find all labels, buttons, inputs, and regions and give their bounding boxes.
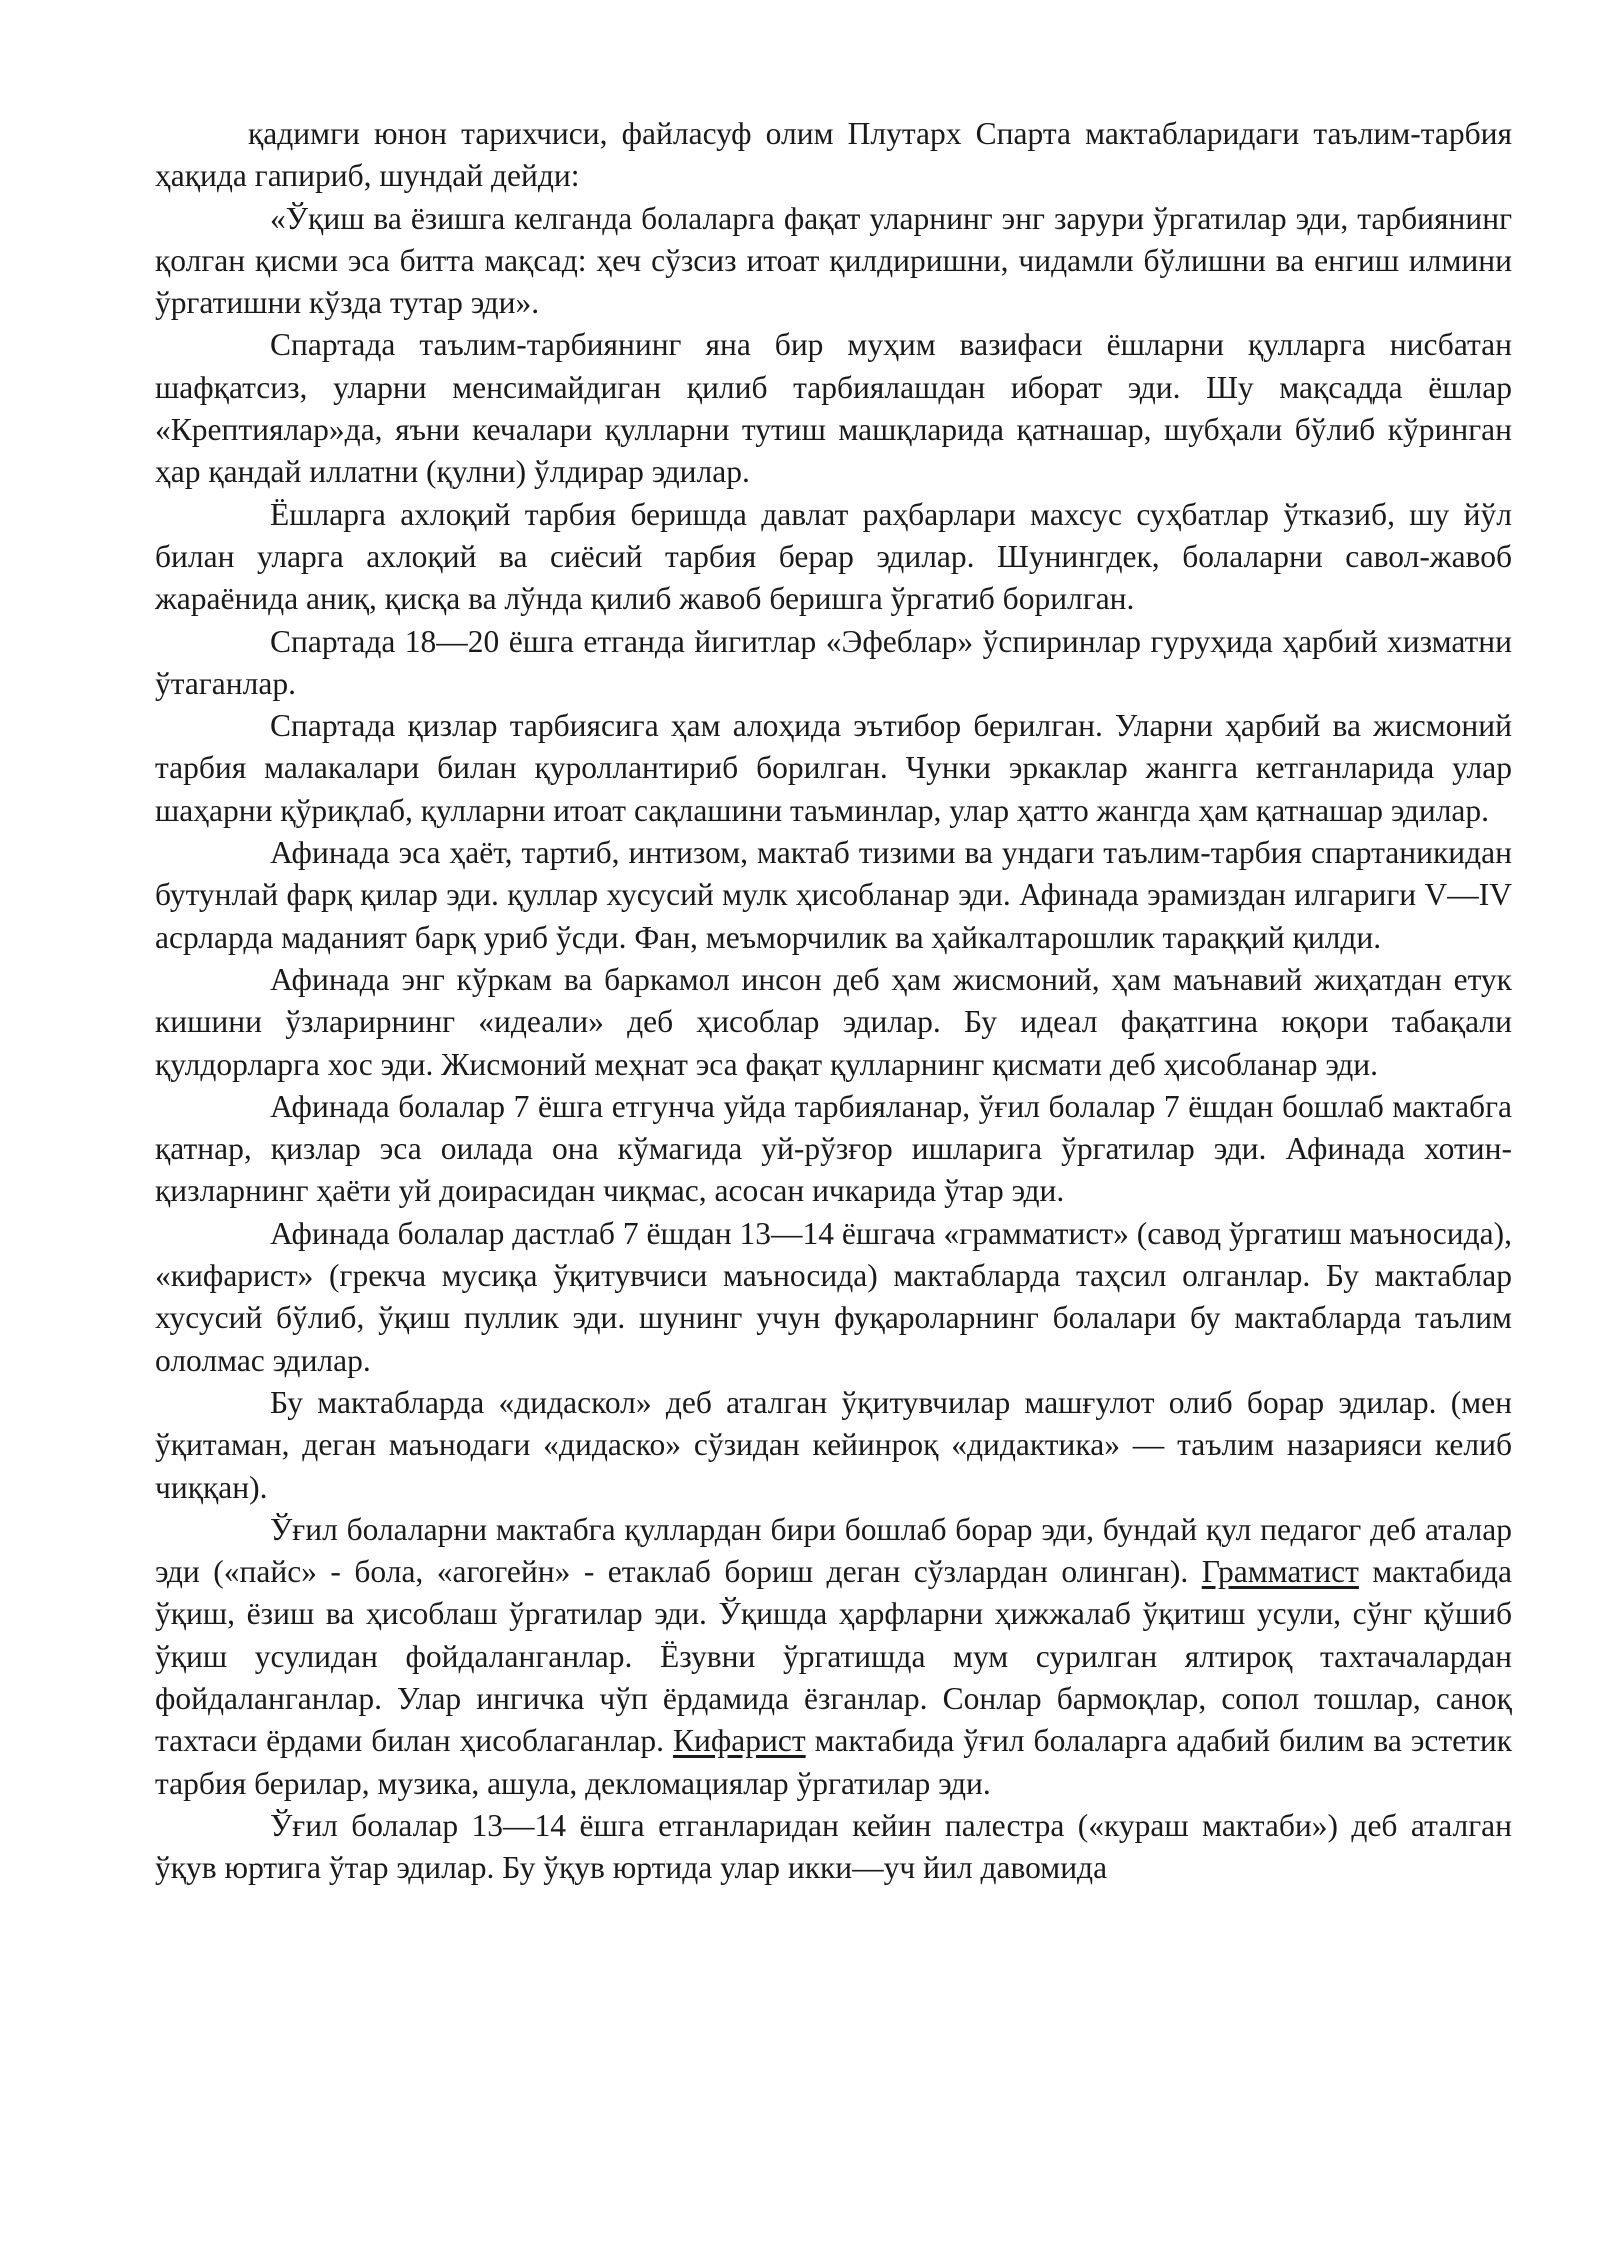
paragraph-ephebes: Спартада 18—20 ёшга етганда йигитлар «Эфеблар» ўспиринлар гуруҳида ҳарбий хизматни ўтаганлар.: [155, 623, 1512, 701]
term-grammatist: Грамматист: [1201, 1554, 1359, 1590]
document-page: [155, 113, 1512, 1889]
paragraph-athens-ideal: Афинада энг кўркам ва баркамол инсон деб ҳам жисмоний, ҳам маънавий жиҳатдан етук кишини ўзларирнинг «идеали» деб ҳисоблар эдилар. Бу идеал фақатгина юқори табақали қулдорларга хос эди. Жисмоний меҳнат эса фақат қулларнинг қисмати деб ҳисобланар эди.: [155, 961, 1512, 1082]
paragraph-didaskol: Бу мактабларда «дидаскол» деб аталган ўқитувчилар машғулот олиб борар эдилар. (мен ўқитаман, деган маънодаги «дидаско» сўзидан кейинроқ «дидактика» — таълим назарияси келиб чиққан).: [155, 1384, 1512, 1505]
paragraph-sparta-girls: Спартада қизлар тарбиясига ҳам алоҳида эътибор берилган. Уларни ҳарбий ва жисмоний тарбия малакалари билан қуроллантириб борилган. Чунки эркаклар жангга кетганларида улар шаҳарни қўриқлаб, қулларни итоат сақлашини таъминлар, улар ҳатто жангда ҳам қатнашар эдилар.: [155, 708, 1512, 828]
paragraph-pedagogue: [155, 1509, 1512, 1805]
paragraph-plutarch-quote: «Ўқиш ва ёзишга келганда болаларга фақат уларнинг энг зарури ўргатилар эди, тарбиянинг қолган қисми эса битта мақсад: ҳеч сўзсиз итоат қилдиришни, чидамли бўлишни ва енгиш илмини ўргатишни кўзда тутар эди».: [155, 200, 1512, 321]
paragraph-athens-life: Афинада эса ҳаёт, тартиб, интизом, мактаб тизими ва ундаги таълим-тарбия спартаникидан бутунлай фарқ қилар эди. қуллар хусусий мулк ҳисобланар эди. Афинада эрамиздан илгариги V—IV асрларда маданият барқ уриб ўсди. Фан, меъморчилик ва ҳайкалтарошлик тараққий қилди.: [155, 835, 1512, 955]
pedagogue-text-part-2: мактабида ўқиш, ёзиш ва ҳисоблаш ўргатилар эди. Ўқишда ҳарфларни ҳижжалаб ўқитиш усули, сўнг қўшиб ўқиш усулидан фойдаланганлар. Ёзувни ўргатишда мум сурилган ялтироқ тахтачалардан фойдаланганлар. Улар ингичка чўп ёрдамида ёзганлар. Сонлар бармоқлар, сопол тошлар, саноқ тахтаси ёрдами билан ҳисоблаганлар.: [155, 1554, 1512, 1759]
pedagogue-text-part-3: мактабида ўғил болаларга адабий билим ва эстетик тарбия берилар, музика, ашула, декломациялар ўргатилар эди.: [155, 1723, 1512, 1801]
paragraph-sparta-slaves: Спартада таълим-тарбиянинг яна бир муҳим вазифаси ёшларни қулларга нисбатан шафқатсиз, уларни менсимайдиган қилиб тарбиялашдан иборат эди. Шу мақсадда ёшлар «Крептиялар»да, яъни кечалари қулларни тутиш машқларида қатнашар, шубҳали бўлиб кўринган ҳар қандай иллатни (қулни) ўлдирар эдилар.: [155, 327, 1512, 490]
paragraph-plutarch-intro: қадимги юнон тарихчиси, файласуф олим Плутарх Спарта мактабларидаги таълим-тарбия ҳақида гапириб, шундай дейди:: [155, 116, 1512, 194]
paragraph-athens-children: Афинада болалар 7 ёшга етгунча уйда тарбияланар, ўғил болалар 7 ёшдан бошлаб мактабга қатнар, қизлар эса оилада она кўмагида уй-рўзғор ишларига ўргатилар эди. Афинада хотин-қизларнинг ҳаёти уй доирасидан чиқмас, асосан ичкарида ўтар эди.: [155, 1088, 1512, 1209]
paragraph-palestra: Ўғил болалар 13—14 ёшга етганларидан кейин палестра («кураш мактаби») деб аталган ўқув юртига ўтар эдилар. Бу ўқув юртида улар икки—уч йил давомида: [155, 1807, 1512, 1886]
paragraph-athens-schools: Афинада болалар дастлаб 7 ёшдан 13—14 ёшгача «грамматист» (савод ўргатиш маъносида), «кифарист» (грекча мусиқа ўқитувчиси маъносида) мактабларда таҳсил олганлар. Бу мактаблар хусусий бўлиб, ўқиш пуллик эди. шунинг учун фуқароларнинг болалари бу мактабларда таълим ололмас эдилар.: [155, 1215, 1512, 1378]
paragraph-moral-education: Ёшларга ахлоқий тарбия беришда давлат раҳбарлари махсус суҳбатлар ўтказиб, шу йўл билан уларга ахлоқий ва сиёсий тарбия берар эдилар. Шунингдек, болаларни савол-жавоб жараёнида аниқ, қисқа ва лўнда қилиб жавоб беришга ўргатиб борилган.: [155, 496, 1512, 617]
term-kifarist: Кифарист: [673, 1723, 806, 1759]
pedagogue-text-part-1: Ўғил болаларни мактабга қуллардан бири бошлаб борар эди, бундай қул педагог деб аталар эди («пайс» - бола, «агогейн» - етаклаб бориш деган сўзлардан олинган).: [155, 1511, 1512, 1590]
